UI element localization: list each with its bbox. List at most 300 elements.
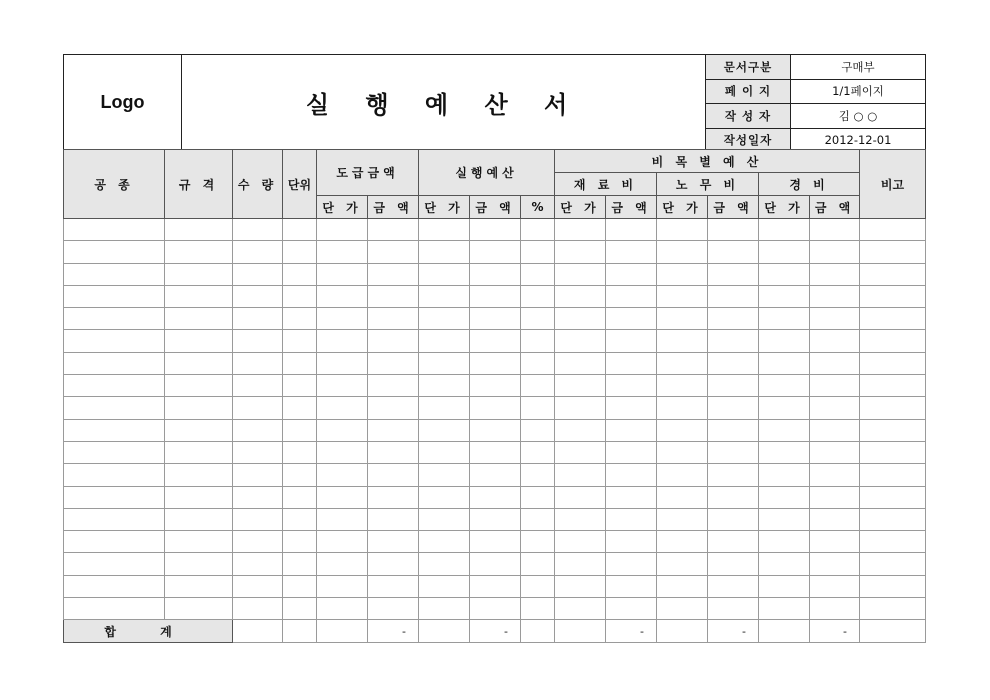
table-cell[interactable] xyxy=(317,419,368,441)
table-cell[interactable] xyxy=(810,531,860,553)
table-cell[interactable] xyxy=(606,330,657,352)
table-cell[interactable] xyxy=(283,419,317,441)
table-cell[interactable] xyxy=(317,397,368,419)
table-cell[interactable] xyxy=(759,263,810,285)
table-cell[interactable] xyxy=(283,285,317,307)
table-cell[interactable] xyxy=(657,397,708,419)
table-cell[interactable] xyxy=(419,241,470,263)
table-cell[interactable] xyxy=(64,464,165,486)
table-cell[interactable] xyxy=(708,531,759,553)
table-cell[interactable] xyxy=(708,441,759,463)
table-cell[interactable] xyxy=(606,598,657,620)
table-cell[interactable] xyxy=(521,419,555,441)
table-cell[interactable] xyxy=(810,553,860,575)
table-cell[interactable] xyxy=(860,531,926,553)
table-cell[interactable] xyxy=(555,486,606,508)
table-cell[interactable] xyxy=(233,375,283,397)
table-cell[interactable] xyxy=(810,397,860,419)
table-cell[interactable] xyxy=(283,352,317,374)
table-cell[interactable] xyxy=(419,263,470,285)
table-cell[interactable] xyxy=(555,241,606,263)
table-cell[interactable] xyxy=(810,219,860,241)
table-cell[interactable] xyxy=(860,308,926,330)
table-cell[interactable] xyxy=(708,464,759,486)
table-cell[interactable] xyxy=(860,285,926,307)
table-cell[interactable] xyxy=(708,375,759,397)
table-cell[interactable] xyxy=(165,263,233,285)
table-cell[interactable] xyxy=(233,575,283,597)
table-cell[interactable] xyxy=(555,508,606,530)
table-cell[interactable] xyxy=(368,575,419,597)
table-cell[interactable] xyxy=(606,508,657,530)
table-cell[interactable] xyxy=(64,330,165,352)
table-cell[interactable] xyxy=(470,308,521,330)
table-cell[interactable] xyxy=(657,464,708,486)
table-cell[interactable] xyxy=(521,464,555,486)
table-cell[interactable] xyxy=(759,419,810,441)
table-cell[interactable] xyxy=(810,508,860,530)
table-cell[interactable] xyxy=(419,397,470,419)
table-cell[interactable] xyxy=(521,352,555,374)
table-cell[interactable] xyxy=(860,419,926,441)
table-cell[interactable] xyxy=(368,419,419,441)
table-cell[interactable] xyxy=(283,241,317,263)
table-cell[interactable] xyxy=(759,219,810,241)
table-cell[interactable] xyxy=(368,508,419,530)
table-cell[interactable] xyxy=(470,598,521,620)
table-cell[interactable] xyxy=(317,553,368,575)
table-cell[interactable] xyxy=(810,575,860,597)
table-cell[interactable] xyxy=(606,464,657,486)
table-cell[interactable] xyxy=(317,575,368,597)
table-cell[interactable] xyxy=(555,375,606,397)
table-cell[interactable] xyxy=(419,598,470,620)
table-cell[interactable] xyxy=(317,352,368,374)
table-cell[interactable] xyxy=(606,397,657,419)
table-cell[interactable] xyxy=(64,553,165,575)
table-cell[interactable] xyxy=(555,598,606,620)
table-cell[interactable] xyxy=(759,285,810,307)
table-cell[interactable] xyxy=(419,308,470,330)
total-cell[interactable] xyxy=(317,620,368,643)
table-cell[interactable] xyxy=(657,531,708,553)
table-cell[interactable] xyxy=(165,508,233,530)
table-cell[interactable] xyxy=(470,285,521,307)
table-cell[interactable] xyxy=(470,263,521,285)
table-cell[interactable] xyxy=(860,241,926,263)
table-cell[interactable] xyxy=(606,419,657,441)
table-cell[interactable] xyxy=(657,553,708,575)
table-cell[interactable] xyxy=(759,575,810,597)
table-cell[interactable] xyxy=(521,508,555,530)
table-cell[interactable] xyxy=(64,419,165,441)
total-cell[interactable] xyxy=(419,620,470,643)
table-cell[interactable] xyxy=(470,464,521,486)
table-cell[interactable] xyxy=(470,441,521,463)
table-cell[interactable] xyxy=(860,352,926,374)
table-cell[interactable] xyxy=(64,352,165,374)
table-cell[interactable] xyxy=(64,241,165,263)
table-cell[interactable] xyxy=(759,598,810,620)
table-cell[interactable] xyxy=(64,508,165,530)
table-cell[interactable] xyxy=(606,285,657,307)
table-cell[interactable] xyxy=(860,441,926,463)
table-cell[interactable] xyxy=(708,486,759,508)
table-cell[interactable] xyxy=(860,263,926,285)
total-cell[interactable] xyxy=(521,620,555,643)
table-cell[interactable] xyxy=(233,508,283,530)
table-cell[interactable] xyxy=(233,441,283,463)
table-cell[interactable] xyxy=(470,419,521,441)
table-cell[interactable] xyxy=(283,464,317,486)
table-cell[interactable] xyxy=(368,285,419,307)
table-cell[interactable] xyxy=(810,441,860,463)
table-cell[interactable] xyxy=(606,553,657,575)
table-cell[interactable] xyxy=(860,375,926,397)
table-cell[interactable] xyxy=(470,397,521,419)
table-cell[interactable] xyxy=(657,598,708,620)
total-cell[interactable] xyxy=(233,620,283,643)
table-cell[interactable] xyxy=(810,464,860,486)
table-cell[interactable] xyxy=(283,553,317,575)
table-cell[interactable] xyxy=(283,375,317,397)
table-cell[interactable] xyxy=(555,575,606,597)
table-cell[interactable] xyxy=(233,330,283,352)
table-cell[interactable] xyxy=(419,375,470,397)
table-cell[interactable] xyxy=(419,486,470,508)
info-value[interactable]: 1/1페이지 xyxy=(791,79,926,104)
table-cell[interactable] xyxy=(860,598,926,620)
table-cell[interactable] xyxy=(470,241,521,263)
table-cell[interactable] xyxy=(368,241,419,263)
total-material-amount[interactable]: - xyxy=(606,620,657,643)
table-cell[interactable] xyxy=(657,330,708,352)
table-cell[interactable] xyxy=(521,441,555,463)
total-cell[interactable] xyxy=(555,620,606,643)
table-cell[interactable] xyxy=(810,330,860,352)
table-cell[interactable] xyxy=(64,375,165,397)
table-cell[interactable] xyxy=(708,219,759,241)
table-cell[interactable] xyxy=(708,397,759,419)
table-cell[interactable] xyxy=(317,531,368,553)
table-cell[interactable] xyxy=(606,263,657,285)
table-cell[interactable] xyxy=(165,397,233,419)
table-cell[interactable] xyxy=(317,263,368,285)
table-cell[interactable] xyxy=(759,308,810,330)
table-cell[interactable] xyxy=(233,531,283,553)
table-cell[interactable] xyxy=(64,219,165,241)
table-cell[interactable] xyxy=(521,598,555,620)
table-cell[interactable] xyxy=(233,486,283,508)
table-cell[interactable] xyxy=(368,308,419,330)
table-cell[interactable] xyxy=(368,441,419,463)
table-cell[interactable] xyxy=(810,308,860,330)
table-cell[interactable] xyxy=(810,263,860,285)
table-cell[interactable] xyxy=(657,441,708,463)
table-cell[interactable] xyxy=(419,575,470,597)
table-cell[interactable] xyxy=(606,219,657,241)
table-cell[interactable] xyxy=(657,285,708,307)
table-cell[interactable] xyxy=(317,308,368,330)
table-cell[interactable] xyxy=(317,241,368,263)
table-cell[interactable] xyxy=(521,263,555,285)
table-cell[interactable] xyxy=(606,308,657,330)
table-cell[interactable] xyxy=(64,598,165,620)
table-cell[interactable] xyxy=(317,508,368,530)
table-cell[interactable] xyxy=(708,419,759,441)
table-cell[interactable] xyxy=(657,508,708,530)
table-cell[interactable] xyxy=(470,219,521,241)
table-cell[interactable] xyxy=(708,263,759,285)
table-cell[interactable] xyxy=(165,553,233,575)
table-cell[interactable] xyxy=(521,375,555,397)
table-cell[interactable] xyxy=(368,553,419,575)
table-cell[interactable] xyxy=(165,486,233,508)
table-cell[interactable] xyxy=(521,397,555,419)
table-cell[interactable] xyxy=(368,464,419,486)
table-cell[interactable] xyxy=(470,531,521,553)
table-cell[interactable] xyxy=(233,598,283,620)
table-cell[interactable] xyxy=(165,241,233,263)
table-cell[interactable] xyxy=(708,553,759,575)
table-cell[interactable] xyxy=(555,441,606,463)
table-cell[interactable] xyxy=(419,419,470,441)
table-cell[interactable] xyxy=(521,575,555,597)
table-cell[interactable] xyxy=(860,219,926,241)
table-cell[interactable] xyxy=(368,598,419,620)
table-cell[interactable] xyxy=(165,352,233,374)
table-cell[interactable] xyxy=(283,308,317,330)
table-cell[interactable] xyxy=(759,241,810,263)
table-cell[interactable] xyxy=(555,397,606,419)
table-cell[interactable] xyxy=(165,308,233,330)
table-cell[interactable] xyxy=(555,464,606,486)
table-cell[interactable] xyxy=(657,575,708,597)
table-cell[interactable] xyxy=(708,330,759,352)
table-cell[interactable] xyxy=(64,263,165,285)
table-cell[interactable] xyxy=(521,219,555,241)
table-cell[interactable] xyxy=(606,352,657,374)
table-cell[interactable] xyxy=(708,241,759,263)
table-cell[interactable] xyxy=(759,375,810,397)
table-cell[interactable] xyxy=(555,263,606,285)
table-cell[interactable] xyxy=(606,486,657,508)
table-cell[interactable] xyxy=(419,285,470,307)
table-cell[interactable] xyxy=(759,397,810,419)
table-cell[interactable] xyxy=(606,575,657,597)
table-cell[interactable] xyxy=(317,375,368,397)
table-cell[interactable] xyxy=(368,375,419,397)
table-cell[interactable] xyxy=(810,375,860,397)
total-contract-amount[interactable]: - xyxy=(368,620,419,643)
table-cell[interactable] xyxy=(368,263,419,285)
table-cell[interactable] xyxy=(521,330,555,352)
table-cell[interactable] xyxy=(657,352,708,374)
table-cell[interactable] xyxy=(233,464,283,486)
table-cell[interactable] xyxy=(555,308,606,330)
table-cell[interactable] xyxy=(657,308,708,330)
table-cell[interactable] xyxy=(759,508,810,530)
table-cell[interactable] xyxy=(810,241,860,263)
table-cell[interactable] xyxy=(419,330,470,352)
table-cell[interactable] xyxy=(521,285,555,307)
table-cell[interactable] xyxy=(64,531,165,553)
table-cell[interactable] xyxy=(470,575,521,597)
table-cell[interactable] xyxy=(165,531,233,553)
table-cell[interactable] xyxy=(521,308,555,330)
table-cell[interactable] xyxy=(233,553,283,575)
table-cell[interactable] xyxy=(233,285,283,307)
table-cell[interactable] xyxy=(555,330,606,352)
table-cell[interactable] xyxy=(657,263,708,285)
table-cell[interactable] xyxy=(759,531,810,553)
table-cell[interactable] xyxy=(64,441,165,463)
table-cell[interactable] xyxy=(64,308,165,330)
table-cell[interactable] xyxy=(708,308,759,330)
table-cell[interactable] xyxy=(860,553,926,575)
table-cell[interactable] xyxy=(419,441,470,463)
table-cell[interactable] xyxy=(165,441,233,463)
table-cell[interactable] xyxy=(419,508,470,530)
table-cell[interactable] xyxy=(165,375,233,397)
table-cell[interactable] xyxy=(317,285,368,307)
total-cell[interactable] xyxy=(657,620,708,643)
table-cell[interactable] xyxy=(555,352,606,374)
table-cell[interactable] xyxy=(555,553,606,575)
table-cell[interactable] xyxy=(606,441,657,463)
table-cell[interactable] xyxy=(233,263,283,285)
table-cell[interactable] xyxy=(606,531,657,553)
total-exec-amount[interactable]: - xyxy=(470,620,521,643)
table-cell[interactable] xyxy=(64,575,165,597)
table-cell[interactable] xyxy=(708,598,759,620)
table-cell[interactable] xyxy=(470,375,521,397)
table-cell[interactable] xyxy=(233,352,283,374)
table-cell[interactable] xyxy=(283,219,317,241)
table-cell[interactable] xyxy=(555,531,606,553)
table-cell[interactable] xyxy=(657,219,708,241)
table-cell[interactable] xyxy=(233,241,283,263)
table-cell[interactable] xyxy=(606,375,657,397)
table-cell[interactable] xyxy=(317,598,368,620)
table-cell[interactable] xyxy=(233,397,283,419)
table-cell[interactable] xyxy=(708,285,759,307)
info-value[interactable]: 2012-12-01 xyxy=(824,133,892,148)
table-cell[interactable] xyxy=(810,352,860,374)
table-cell[interactable] xyxy=(233,308,283,330)
table-cell[interactable] xyxy=(165,285,233,307)
total-cell[interactable] xyxy=(860,620,926,643)
table-cell[interactable] xyxy=(606,241,657,263)
table-cell[interactable] xyxy=(233,219,283,241)
table-cell[interactable] xyxy=(759,464,810,486)
table-cell[interactable] xyxy=(708,352,759,374)
table-cell[interactable] xyxy=(657,419,708,441)
table-cell[interactable] xyxy=(521,553,555,575)
table-cell[interactable] xyxy=(419,553,470,575)
table-cell[interactable] xyxy=(470,508,521,530)
table-cell[interactable] xyxy=(759,330,810,352)
table-cell[interactable] xyxy=(165,330,233,352)
table-cell[interactable] xyxy=(555,285,606,307)
table-cell[interactable] xyxy=(283,598,317,620)
table-cell[interactable] xyxy=(165,419,233,441)
table-cell[interactable] xyxy=(64,486,165,508)
table-cell[interactable] xyxy=(419,352,470,374)
table-cell[interactable] xyxy=(368,531,419,553)
table-cell[interactable] xyxy=(317,219,368,241)
table-cell[interactable] xyxy=(419,464,470,486)
total-cell[interactable] xyxy=(759,620,810,643)
table-cell[interactable] xyxy=(419,219,470,241)
table-cell[interactable] xyxy=(708,575,759,597)
table-cell[interactable] xyxy=(283,441,317,463)
table-cell[interactable] xyxy=(64,397,165,419)
table-cell[interactable] xyxy=(470,553,521,575)
table-cell[interactable] xyxy=(860,508,926,530)
total-expense-amount[interactable]: - xyxy=(810,620,860,643)
table-cell[interactable] xyxy=(810,419,860,441)
table-cell[interactable] xyxy=(64,285,165,307)
table-cell[interactable] xyxy=(165,464,233,486)
table-cell[interactable] xyxy=(759,486,810,508)
table-cell[interactable] xyxy=(368,219,419,241)
table-cell[interactable] xyxy=(657,486,708,508)
table-cell[interactable] xyxy=(283,397,317,419)
table-cell[interactable] xyxy=(759,553,810,575)
table-cell[interactable] xyxy=(470,352,521,374)
table-cell[interactable] xyxy=(470,486,521,508)
table-cell[interactable] xyxy=(470,330,521,352)
table-cell[interactable] xyxy=(283,330,317,352)
table-cell[interactable] xyxy=(810,285,860,307)
info-value[interactable]: 구매부 xyxy=(791,55,926,79)
table-cell[interactable] xyxy=(555,219,606,241)
table-cell[interactable] xyxy=(708,508,759,530)
table-cell[interactable] xyxy=(860,486,926,508)
table-cell[interactable] xyxy=(555,419,606,441)
table-cell[interactable] xyxy=(283,508,317,530)
table-cell[interactable] xyxy=(283,486,317,508)
table-cell[interactable] xyxy=(657,375,708,397)
table-cell[interactable] xyxy=(165,575,233,597)
table-cell[interactable] xyxy=(860,575,926,597)
table-cell[interactable] xyxy=(759,352,810,374)
table-cell[interactable] xyxy=(368,352,419,374)
table-cell[interactable] xyxy=(317,330,368,352)
total-labor-amount[interactable]: - xyxy=(708,620,759,643)
info-value[interactable]: 김 ○ ○ xyxy=(791,104,926,129)
table-cell[interactable] xyxy=(317,441,368,463)
table-cell[interactable] xyxy=(860,397,926,419)
table-cell[interactable] xyxy=(810,486,860,508)
table-cell[interactable] xyxy=(233,419,283,441)
table-cell[interactable] xyxy=(283,531,317,553)
total-cell[interactable] xyxy=(283,620,317,643)
table-cell[interactable] xyxy=(368,397,419,419)
table-cell[interactable] xyxy=(521,241,555,263)
table-cell[interactable] xyxy=(165,598,233,620)
table-cell[interactable] xyxy=(165,219,233,241)
table-cell[interactable] xyxy=(810,598,860,620)
table-cell[interactable] xyxy=(860,464,926,486)
table-cell[interactable] xyxy=(759,441,810,463)
table-cell[interactable] xyxy=(317,464,368,486)
table-cell[interactable] xyxy=(368,486,419,508)
table-cell[interactable] xyxy=(317,486,368,508)
table-cell[interactable] xyxy=(521,531,555,553)
table-cell[interactable] xyxy=(419,531,470,553)
